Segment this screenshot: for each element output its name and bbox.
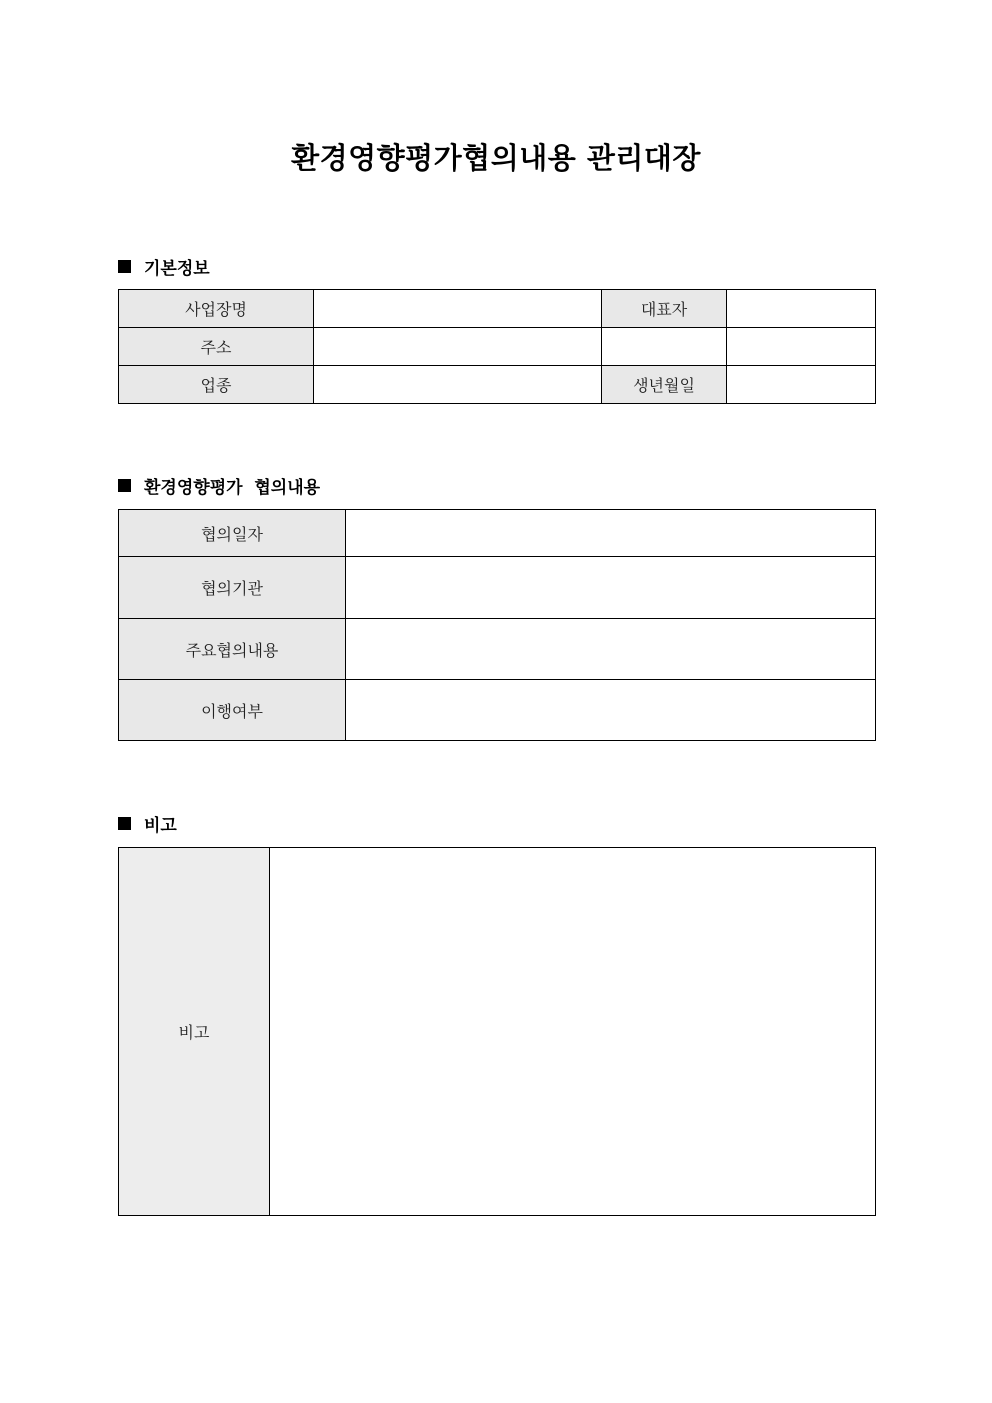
table-row xyxy=(119,366,876,404)
consultation-table xyxy=(118,509,876,741)
label-consultation-agency: 협의기관 xyxy=(119,557,346,619)
remarks-field[interactable] xyxy=(270,848,876,1216)
label-main-consultation-content: 주요협의내용 xyxy=(119,619,346,680)
label-address: 주소 xyxy=(119,328,314,366)
table-row xyxy=(119,848,876,1216)
table-row xyxy=(119,328,876,366)
table-row xyxy=(119,290,876,328)
square-bullet-icon xyxy=(118,817,131,830)
label-representative: 대표자 xyxy=(602,290,727,328)
section-heading-consultation xyxy=(118,473,320,498)
document-title: 환경영향평가협의내용 관리대장 xyxy=(291,141,701,175)
consultation-agency-field[interactable] xyxy=(346,557,876,619)
section-heading-label: 비고 xyxy=(144,816,177,836)
table-row xyxy=(119,510,876,557)
square-bullet-icon xyxy=(118,260,131,273)
representative-field[interactable] xyxy=(727,290,876,328)
label-implementation-status: 이행여부 xyxy=(119,680,346,741)
blank-value-cell[interactable] xyxy=(727,328,876,366)
main-consultation-content-field[interactable] xyxy=(346,619,876,680)
consultation-date-field[interactable] xyxy=(346,510,876,557)
basic-info-table xyxy=(118,289,876,404)
section-heading-remarks xyxy=(118,811,177,836)
section-heading-label: 기본정보 xyxy=(144,259,210,279)
implementation-status-field[interactable] xyxy=(346,680,876,741)
address-field[interactable] xyxy=(314,328,602,366)
label-business-name: 사업장명 xyxy=(119,290,314,328)
label-consultation-date: 협의일자 xyxy=(119,510,346,557)
table-row xyxy=(119,557,876,619)
table-row xyxy=(119,619,876,680)
square-bullet-icon xyxy=(118,479,131,492)
section-heading-label: 환경영향평가 협의내용 xyxy=(144,478,321,498)
business-name-field[interactable] xyxy=(314,290,602,328)
label-birthdate: 생년월일 xyxy=(602,366,727,404)
label-remarks: 비고 xyxy=(119,848,270,1216)
table-row xyxy=(119,680,876,741)
label-industry: 업종 xyxy=(119,366,314,404)
section-heading-basic-info xyxy=(118,254,210,279)
industry-field[interactable] xyxy=(314,366,602,404)
birthdate-field[interactable] xyxy=(727,366,876,404)
remarks-table xyxy=(118,847,876,1216)
blank-label-cell[interactable] xyxy=(602,328,727,366)
